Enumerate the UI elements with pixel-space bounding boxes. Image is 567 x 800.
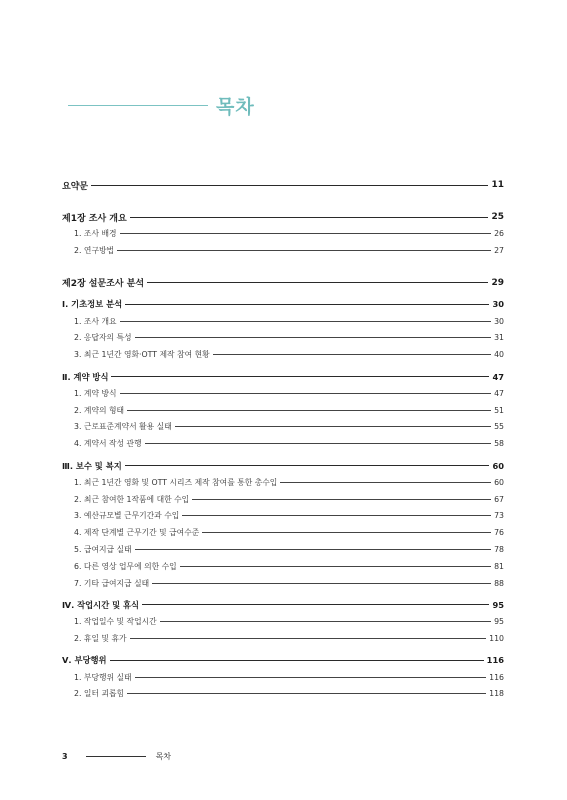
toc-leader-line [147, 282, 488, 283]
toc-entry-page: 88 [494, 578, 504, 588]
toc-leader-line [142, 604, 489, 605]
toc-entry-page: 47 [494, 388, 504, 398]
toc-entry-label: 2. 일터 괴롭힘 [74, 689, 125, 699]
toc-entry-page: 110 [489, 634, 504, 644]
toc-sub-entry[interactable] [62, 491, 504, 508]
toc-leader-line [130, 217, 489, 218]
toc-leader-line [213, 354, 491, 355]
toc-entry-label: Ⅲ. 보수 및 복지 [62, 460, 122, 471]
toc-entry-label: 4. 제작 단계별 근무기간 및 급여수준 [74, 528, 200, 538]
toc-sub-entry[interactable] [62, 435, 504, 452]
title-rule [68, 105, 208, 106]
toc-leader-line [120, 321, 492, 322]
toc-leader-line [130, 638, 487, 639]
toc-entry-label: 1. 작업일수 및 작업시간 [74, 617, 157, 627]
toc-sub-entry[interactable] [62, 474, 504, 491]
toc-section-entry[interactable] [62, 597, 504, 614]
toc-leader-line [145, 443, 491, 444]
toc-entry-page: 78 [494, 545, 504, 555]
toc-entry-label: 1. 부당행위 실태 [74, 672, 132, 682]
toc-entry-page: 60 [494, 477, 504, 487]
toc-sub-entry[interactable] [62, 330, 504, 347]
toc-leader-line [192, 499, 491, 500]
toc-entry-page: 30 [492, 299, 504, 310]
toc-entry-label: Ⅱ. 계약 방식 [62, 371, 109, 382]
toc-entry-label: Ⅴ. 부당행위 [62, 655, 107, 666]
toc-sub-entry[interactable] [62, 402, 504, 419]
toc-entry-label: 3. 최근 1년간 영화·OTT 제작 참여 현황 [74, 350, 210, 360]
toc-entry-page: 47 [492, 371, 504, 382]
toc-leader-line [202, 532, 491, 533]
toc-leader-line [125, 465, 490, 466]
toc-spacer [62, 194, 504, 209]
toc-sub-entry[interactable] [62, 242, 504, 259]
toc-sub-entry[interactable] [62, 541, 504, 558]
toc-leader-line [135, 337, 491, 338]
toc-sub-entry[interactable] [62, 575, 504, 592]
toc-entry-label: 1. 조사 개요 [74, 316, 117, 326]
toc-leader-line [127, 693, 486, 694]
toc-leader-line [135, 549, 491, 550]
toc-leader-line [120, 233, 492, 234]
toc-leader-line [135, 677, 487, 678]
toc-entry-label: 요약문 [62, 181, 89, 192]
toc-sub-entry[interactable] [62, 669, 504, 686]
toc-section-entry[interactable] [62, 368, 504, 385]
toc-entry-page: 116 [486, 655, 504, 666]
toc-entry-page: 60 [492, 460, 504, 471]
toc-leader-line [180, 566, 491, 567]
toc-entry-label: 2. 응답자의 특성 [74, 333, 132, 343]
toc-leader-line [280, 482, 491, 483]
toc-leader-line [120, 393, 492, 394]
toc-entry-label: 3. 예산규모별 근무기간과 수입 [74, 511, 180, 521]
toc-sub-entry[interactable] [62, 508, 504, 525]
toc-sub-entry[interactable] [62, 613, 504, 630]
toc-section-entry[interactable] [62, 457, 504, 474]
toc-entry-label: 2. 최근 참여한 1작품에 대한 수입 [74, 494, 190, 504]
toc-leader-line [117, 250, 491, 251]
toc-spacer [62, 259, 504, 274]
toc-leader-line [160, 621, 491, 622]
toc-section-entry[interactable] [62, 296, 504, 313]
toc-sub-entry[interactable] [62, 385, 504, 402]
toc-chapter-entry[interactable] [62, 274, 504, 291]
toc-entry-label: 6. 다른 영상 업무에 의한 수입 [74, 561, 177, 571]
toc-entry-label: 5. 급여지급 실태 [74, 545, 132, 555]
toc-entry-label: 3. 근로표준계약서 활용 실태 [74, 422, 172, 432]
toc-entry-page: 29 [491, 277, 504, 288]
page-title-block [68, 92, 255, 119]
toc-entry-label: 제1장 조사 개요 [62, 213, 127, 224]
toc-leader-line [125, 304, 489, 305]
toc-leader-line [91, 185, 488, 186]
toc-leader-line [152, 583, 491, 584]
toc-leader-line [182, 515, 491, 516]
toc-entry-label: Ⅰ. 기초정보 분석 [62, 299, 123, 310]
toc-entry-page: 51 [494, 405, 504, 415]
toc-entry-label: 7. 기타 급여지급 실태 [74, 578, 150, 588]
toc-leader-line [175, 426, 491, 427]
toc-entry-page: 25 [491, 212, 504, 223]
toc-sub-entry[interactable] [62, 419, 504, 436]
toc-entry-page: 30 [494, 316, 504, 326]
toc-entry-label: 1. 최근 1년간 영화 및 OTT 시리즈 제작 참여를 통한 총수입 [74, 477, 278, 487]
toc-leader-line [110, 660, 484, 661]
toc-entry-label: Ⅳ. 작업시간 및 휴식 [62, 599, 140, 610]
footer-rule [86, 756, 146, 757]
toc-entry-page: 55 [494, 422, 504, 432]
toc-entry-label: 4. 계약서 작성 관행 [74, 439, 142, 449]
table-of-contents [62, 177, 504, 702]
toc-sub-entry[interactable] [62, 313, 504, 330]
toc-entry-page: 95 [492, 599, 504, 610]
toc-sub-entry[interactable] [62, 558, 504, 575]
toc-entry-page: 26 [494, 229, 504, 239]
toc-entry-page: 58 [494, 439, 504, 449]
toc-sub-entry[interactable] [62, 346, 504, 363]
toc-entry-page: 31 [494, 333, 504, 343]
toc-sub-entry[interactable] [62, 226, 504, 243]
toc-entry-page: 27 [494, 246, 504, 256]
footer-section-label: 목차 [155, 752, 172, 761]
toc-entry-page: 40 [494, 350, 504, 360]
toc-section-entry[interactable] [62, 652, 504, 669]
toc-chapter-entry[interactable] [62, 209, 504, 226]
toc-chapter-entry[interactable] [62, 177, 504, 194]
footer-page-number: 3 [62, 752, 68, 761]
toc-leader-line [111, 376, 489, 377]
page-title: 목차 [216, 96, 255, 118]
toc-sub-entry[interactable] [62, 686, 504, 703]
toc-leader-line [127, 410, 491, 411]
toc-sub-entry[interactable] [62, 630, 504, 647]
toc-entry-label: 1. 조사 배경 [74, 229, 117, 239]
page-footer [62, 751, 171, 762]
toc-entry-label: 2. 연구방법 [74, 246, 115, 256]
toc-entry-label: 2. 휴일 및 휴가 [74, 634, 127, 644]
toc-entry-label: 1. 계약 방식 [74, 388, 117, 398]
toc-entry-page: 73 [494, 511, 504, 521]
toc-entry-label: 2. 계약의 형태 [74, 405, 125, 415]
toc-entry-page: 11 [491, 180, 504, 191]
toc-entry-page: 95 [494, 617, 504, 627]
toc-entry-page: 118 [489, 689, 504, 699]
toc-entry-page: 76 [494, 528, 504, 538]
toc-entry-label: 제2장 설문조사 분석 [62, 279, 145, 290]
toc-entry-page: 81 [494, 561, 504, 571]
toc-entry-page: 116 [489, 672, 504, 682]
toc-sub-entry[interactable] [62, 524, 504, 541]
toc-entry-page: 67 [494, 494, 504, 504]
